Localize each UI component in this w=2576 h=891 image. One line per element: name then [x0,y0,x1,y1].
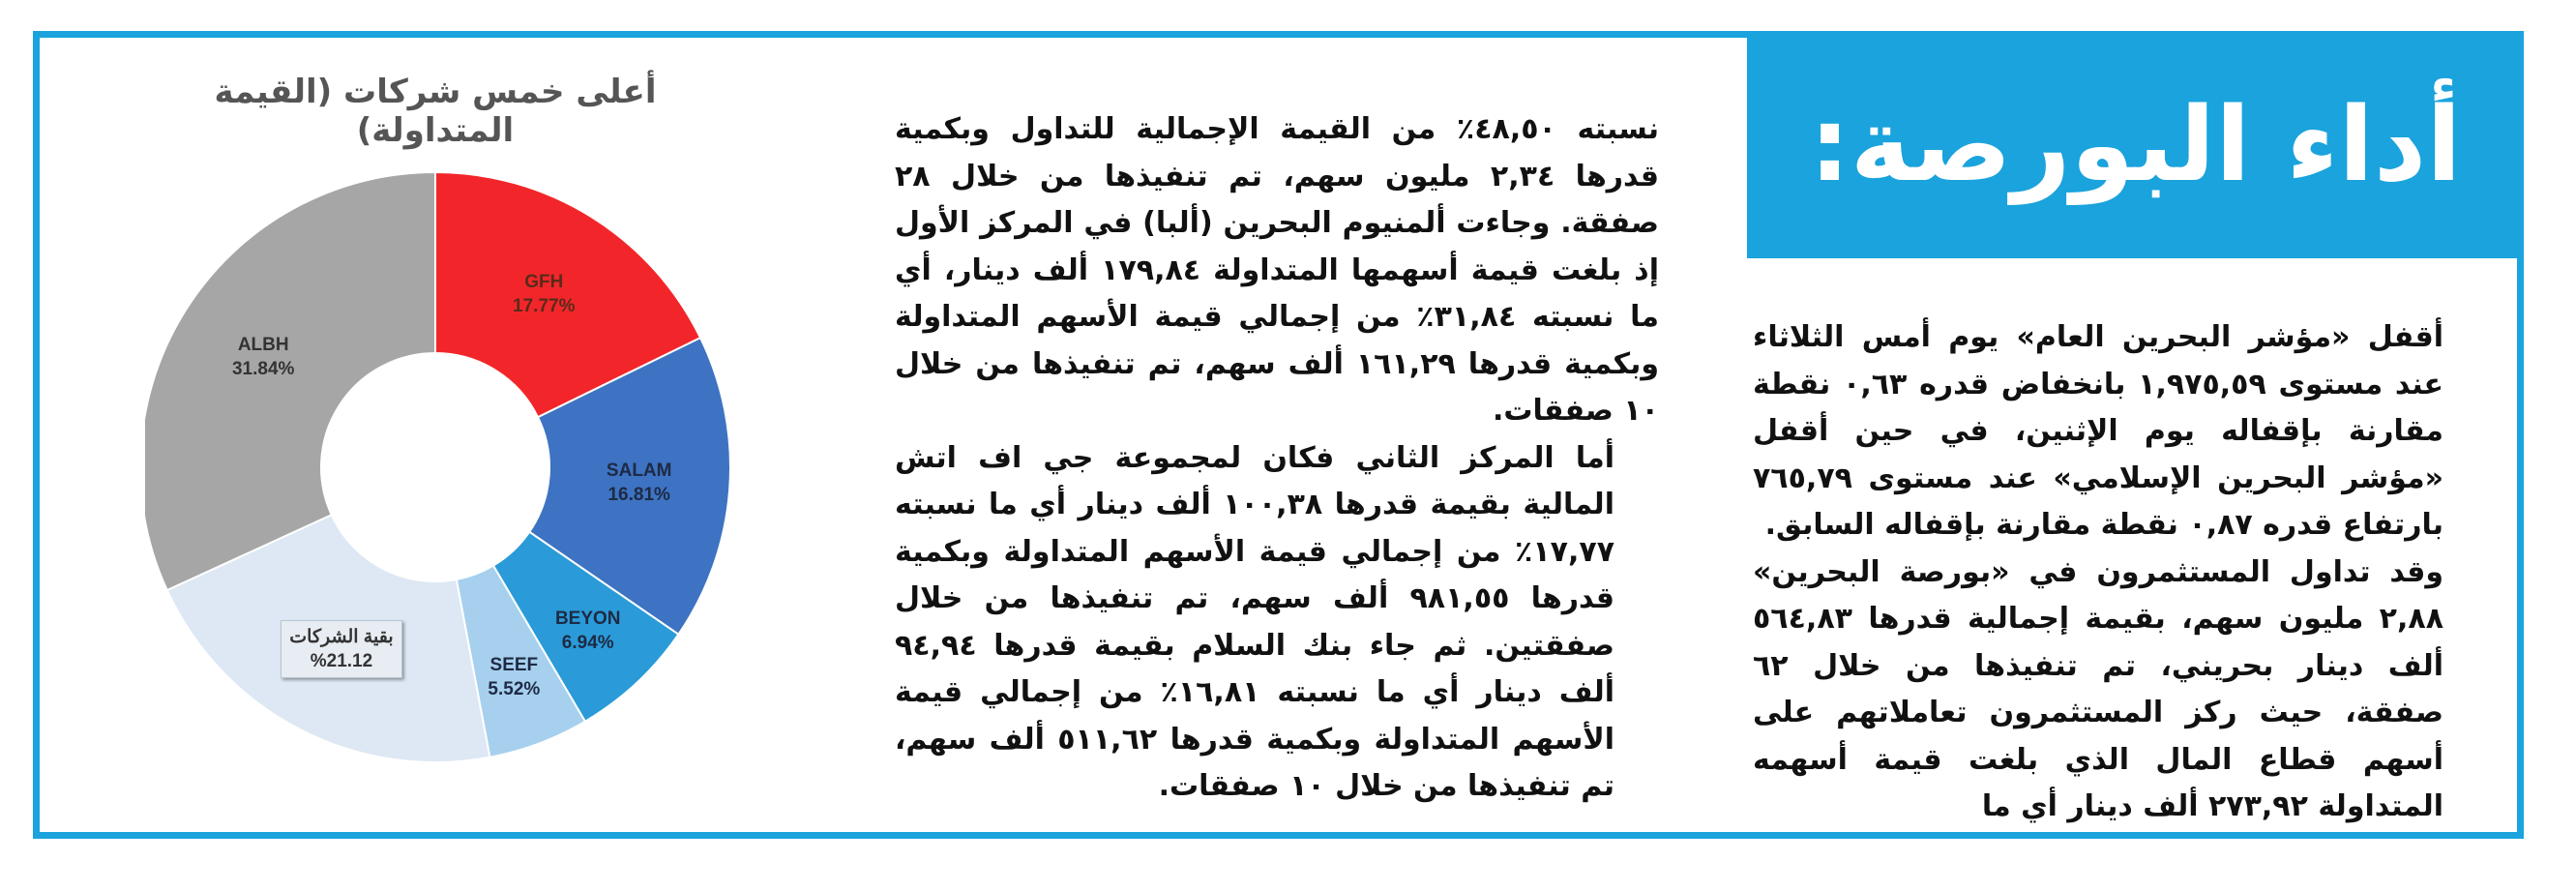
article-column-middle [895,106,1659,811]
slice-label-name: GFH [524,271,564,292]
slice-label-4 [281,620,401,678]
article-column-right [1753,314,2488,831]
slice-label-value: 31.84% [231,358,295,379]
donut-chart [145,73,784,779]
paragraph-alba-first: نسبته ٤٨,٥٠٪ من القيمة الإجمالية للتداول وبكمية قدرها ٢,٣٤ مليون سهم، تم تنفيذها من خلال ٢٨ صفقة. وجاءت ألمنيوم البحرين (ألبا) في المركز الأول إذ بلغت قيمة أسهمها المتداولة ١٧٩,٨٤ ألف دينار، أي ما نسبته ٣١,٨٤٪ من إجمالي قيمة الأسهم المتداولة وبكمية قدرها ١٦١,٢٩ ألف سهم، تم تنفيذها من خلال ١٠ صفقات. [895,112,1660,428]
slice-label-value: 17.77% [513,295,576,316]
slice-label-name: بقية الشركات [289,626,394,647]
slice-label-value: %21.12 [310,650,373,671]
slice-label-value: 6.94% [561,633,614,654]
slice-label-2 [555,607,621,655]
slice-label-name: BEYON [554,609,621,630]
paragraph-index-close: أقفل «مؤشر البحرين العام» يوم أمس الثلاثاء عند مستوى ١,٩٧٥,٥٩ بانخفاض قدره ٠,٦٣ نقطة مقارنة بإقفاله يوم الإثنين، في حين أقفل «مؤشر البحرين الإسلامي» عند مستوى ٧٦٥,٧٩ بارتفاع قدره ٠,٨٧ نقطة مقارنة بإقفاله السابق. [1753,320,2443,542]
chart-title: أعلى خمس شركات (القيمة المتداولة) [214,73,657,150]
slice-label-value: 5.52% [488,678,541,699]
slice-label-0 [513,270,575,318]
slice-label-value: 16.81% [607,484,670,505]
section-title: أداء البورصة: [1809,85,2462,204]
donut-slice-5 [145,172,435,590]
slice-label-name: SEEF [489,654,539,675]
paragraph-trading-volume: وقد تداول المستثمرون في «بورصة البحرين» ٢,٨٨ مليون سهم، بقيمة إجمالية قدرها ٥٦٤,٨٣ ألف دينار بحريني، تم تنفيذها من خلال ٦٢ صفقة، حيث ركز المستثمرون تعاملاتهم على أسهم قطاع المال الذي بلغت قيمة أسهمه المتداولة ٢٧٣,٩٢ ألف دينار أي ما [1753,554,2443,823]
slice-label-1 [607,459,672,507]
section-title-box [1747,31,2524,258]
donut-svg [145,73,784,779]
slice-label-3 [488,653,540,701]
paragraph-gfh-salam: أما المركز الثاني فكان لمجموعة جي اف اتش المالية بقيمة قدرها ١٠٠,٣٨ ألف دينار أي ما نسبته ١٧,٧٧٪ من إجمالي قيمة الأسهم المتداولة وبكمية قدرها ٩٨١,٥٥ ألف سهم، تم تنفيذها من خلال صفقتين. ثم جاء بنك السلام بقيمة قدرها ٩٤,٩٤ ألف دينار أي ما نسبته ١٦,٨١٪ من إجمالي قيمة الأسهم المتداولة وبكمية قدرها ٥١١,٦٢ ألف سهم، تم تنفيذها من خلال ١٠ صفقات. [895,440,1614,803]
slice-label-name: ALBH [237,334,289,355]
slice-label-name: SALAM [606,460,672,481]
slice-label-5 [232,333,294,381]
